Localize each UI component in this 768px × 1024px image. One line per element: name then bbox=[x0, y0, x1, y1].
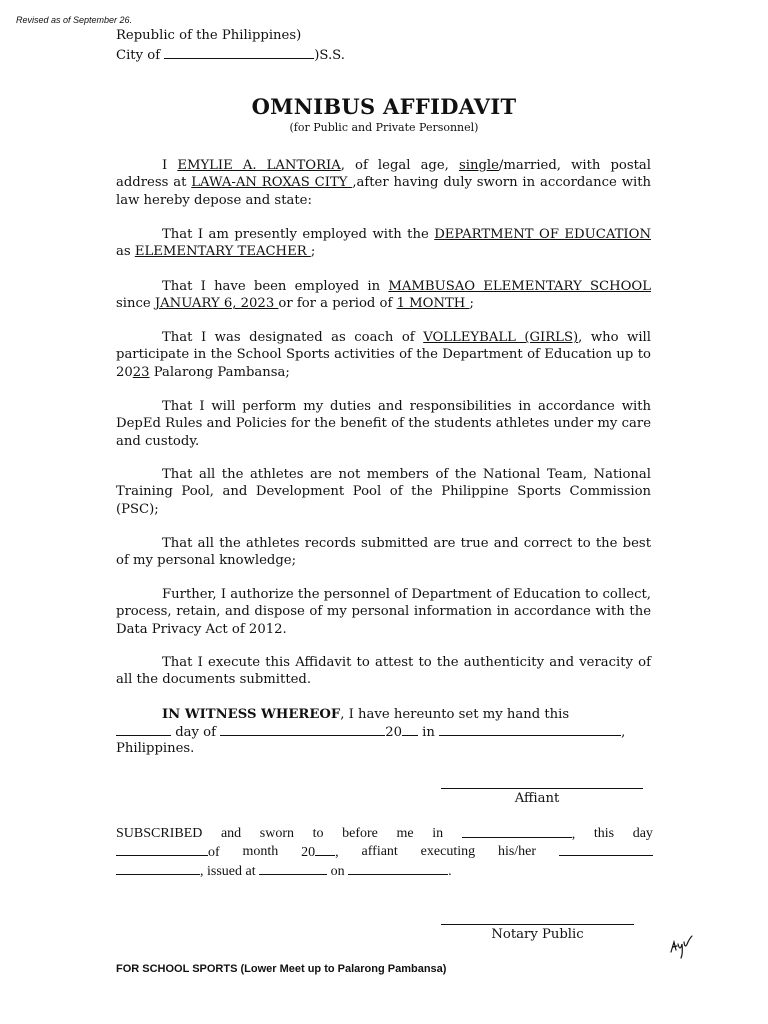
venue-block bbox=[116, 27, 345, 65]
position-title: ELEMENTARY TEACHER bbox=[134, 244, 311, 260]
employed-text: or for a period of bbox=[278, 296, 397, 312]
subscribed-word: and bbox=[220, 826, 242, 841]
subscribed-word: on bbox=[330, 863, 345, 879]
notary-year-blank bbox=[315, 843, 335, 856]
subscribed-word: sworn bbox=[259, 826, 295, 841]
subscribed-word: 20 bbox=[301, 845, 316, 861]
affiant-signature-line bbox=[441, 788, 643, 789]
witness-text: , bbox=[621, 725, 626, 740]
handwritten-initials bbox=[668, 930, 694, 960]
subscribed-word: , issued at bbox=[200, 863, 256, 879]
subscribed-word: in bbox=[432, 826, 444, 841]
employed-text: since bbox=[116, 296, 155, 312]
intro-text: I bbox=[162, 158, 178, 173]
id-blank bbox=[559, 843, 653, 856]
witness-heading: IN WITNESS WHEREOF bbox=[162, 707, 341, 722]
school-name: MAMBUSAO ELEMENTARY SCHOOL bbox=[388, 279, 651, 294]
department-name: DEPARTMENT OF EDUCATION bbox=[434, 227, 651, 242]
issued-on-blank bbox=[348, 862, 448, 875]
issued-at-blank bbox=[259, 862, 327, 875]
employment-text: ; bbox=[310, 244, 316, 260]
city-suffix: )S.S. bbox=[314, 48, 345, 63]
document-subtitle: (for Public and Private Personnel) bbox=[289, 121, 479, 134]
records-paragraph: That all the athletes records submitted are true and correct to the best of my personal knowledge; bbox=[116, 536, 651, 569]
witness-text: day of bbox=[175, 725, 216, 740]
subscribed-word: this bbox=[593, 826, 615, 841]
duties-paragraph: That I will perform my duties and responsibilities in accordance with DepEd Rules and Policies for the benefit of the students athletes under my care and custody. bbox=[116, 399, 651, 449]
postal-address: LAWA-AN ROXAS CITY bbox=[191, 175, 353, 191]
city-prefix: City of bbox=[116, 48, 161, 63]
execute-paragraph: That I execute this Affidavit to attest to the authenticity and veracity of all the documents submitted. bbox=[116, 655, 651, 688]
country-line: Republic of the Philippines) bbox=[116, 28, 302, 43]
witness-text: 20 bbox=[385, 725, 402, 740]
id-number-blank bbox=[116, 862, 200, 875]
civil-status-single: single bbox=[458, 158, 499, 173]
place-blank bbox=[439, 723, 621, 736]
subscribed-word: , bbox=[335, 845, 339, 861]
witness-text: in bbox=[422, 725, 435, 740]
witness-text: , I have hereunto set my hand this bbox=[340, 707, 570, 722]
notary-day-blank bbox=[116, 843, 208, 856]
subscribed-block bbox=[116, 825, 653, 880]
employment-text: That I am presently employed with the bbox=[162, 227, 435, 242]
day-blank bbox=[116, 723, 171, 736]
revision-note: Revised as of September 26. bbox=[16, 15, 133, 25]
intro-text: , of legal age, bbox=[340, 158, 459, 173]
subscribed-row-2 bbox=[116, 843, 653, 861]
intro-text: ,after having duly sworn in accordance with law hereby depose and state: bbox=[116, 175, 652, 208]
employed-text: ; bbox=[469, 296, 474, 312]
subscribed-word: of bbox=[208, 845, 220, 861]
athletes-paragraph: That all the athletes are not members of the National Team, National Training Pool, and Development Pool of the Philippine Sports Commission (PSC); bbox=[116, 467, 651, 517]
city-blank bbox=[164, 45, 314, 59]
sport-name: VOLLEYBALL (GIRLS) bbox=[423, 330, 579, 345]
employment-paragraph bbox=[116, 226, 651, 261]
coach-text: , who will participate in the School Sports activities of the Department of Education up to 20 bbox=[116, 330, 651, 380]
witness-paragraph bbox=[116, 706, 651, 723]
subscribed-word: before bbox=[342, 826, 378, 841]
employment-period: 1 MONTH bbox=[396, 296, 470, 312]
subscribed-word: day bbox=[632, 826, 653, 841]
city-line bbox=[116, 45, 345, 65]
subscribed-word: , bbox=[571, 827, 576, 842]
document-title: OMNIBUS AFFIDAVIT bbox=[251, 94, 517, 119]
subscribed-word: month bbox=[242, 844, 279, 860]
employed-in-paragraph bbox=[116, 278, 651, 313]
notary-signature-line bbox=[441, 924, 634, 925]
subscribed-word: executing bbox=[420, 844, 476, 860]
witness-country: Philippines. bbox=[116, 741, 195, 756]
employment-date: JANUARY 6, 2023 bbox=[154, 296, 279, 312]
notary-place-blank bbox=[462, 825, 572, 838]
intro-paragraph bbox=[116, 157, 651, 209]
witness-line bbox=[116, 723, 653, 741]
employment-text: as bbox=[116, 244, 135, 260]
coach-text: That I was designated as coach of bbox=[162, 330, 424, 345]
subscribed-word: . bbox=[448, 863, 452, 879]
subscribed-row-1 bbox=[116, 825, 653, 843]
subscribed-word: to bbox=[312, 826, 324, 841]
subscribed-word: me bbox=[396, 826, 414, 841]
affiant-label: Affiant bbox=[514, 791, 560, 806]
month-blank bbox=[220, 723, 385, 736]
subscribed-word: affiant bbox=[361, 844, 398, 860]
footer-note: FOR SCHOOL SPORTS (Lower Meet up to Palarong Pambansa) bbox=[116, 963, 447, 975]
coach-text: Palarong Pambansa; bbox=[149, 364, 290, 380]
employed-text: That I have been employed in bbox=[162, 279, 389, 294]
intro-text: /married, with postal address at bbox=[116, 158, 652, 191]
coach-paragraph bbox=[116, 329, 651, 381]
year-blank bbox=[402, 723, 418, 736]
affiant-name: EMYLIE A. LANTORIA bbox=[177, 158, 341, 173]
privacy-paragraph: Further, I authorize the personnel of Department of Education to collect, process, retain, and dispose of my personal information in accordance with the Data Privacy Act of 2012. bbox=[116, 587, 651, 637]
subscribed-word: his/her bbox=[497, 844, 537, 860]
notary-label: Notary Public bbox=[491, 927, 584, 942]
subscribed-word: SUBSCRIBED bbox=[116, 826, 203, 841]
palaro-year: 23 bbox=[132, 364, 150, 380]
subscribed-row-3 bbox=[116, 862, 653, 880]
